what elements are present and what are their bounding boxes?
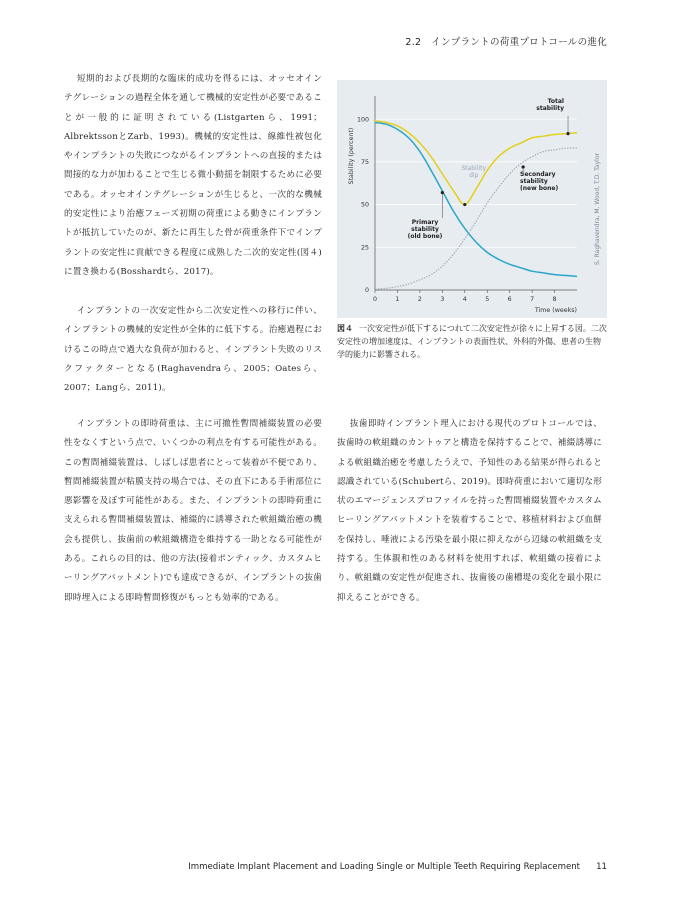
paragraph-3-text: インプラントの即時荷重は、主に可撤性暫間補綴装置の必要性をなくすという点で、いくつかの利点を有する可能性がある。この暫間補綴装置は、しばしば患者にとって装着が不便であり、暫間補綴装置が粘膜支持の場合では、その直下にある手術部位に悪影響を及ぼす可能性がある。また、インプラントの即時荷重に支えられる暫間補綴装置は、補綴的に誘導された軟組織治癒の機会も提供し、抜歯前の軟組織構造を維持する一助となる可能性がある。これらの目的は、他の方法(接着ポンティック、カスタムヒーリングアバットメント)でも達成できるが、インプラントの抜歯即時埋入による即時暫間修復がもっとも効率的である。 <box>64 419 322 603</box>
annotation-secondary-stability-line-0: Secondary <box>520 171 556 178</box>
marker-primary <box>441 191 444 194</box>
x-tick-label-0: 0 <box>372 296 378 303</box>
paragraph-1 <box>64 70 322 282</box>
y-axis-label: Stability (percent) <box>348 127 355 185</box>
paragraph-2 <box>64 302 322 398</box>
figure-label: 図４ <box>337 324 353 333</box>
figure-caption-text: 一次安定性が低下するにつれて二次安定性が徐々に上昇する図。二次安定性の増加速度は、インプラントの表面性状、外科的外傷、患者の生物学的能力に影響される。 <box>337 324 607 359</box>
y-tick-label-100: 100 <box>356 116 369 124</box>
page-number: 11 <box>596 862 607 872</box>
figure-4 <box>337 80 607 318</box>
x-tick-label-3: 3 <box>440 296 445 303</box>
figure-caption <box>337 322 607 361</box>
y-tick-label-50: 50 <box>360 201 369 209</box>
paragraph-4 <box>337 415 602 608</box>
y-tick-label-0: 0 <box>364 287 369 295</box>
y-tick-label-75: 75 <box>360 159 369 167</box>
annotation-total-stability-line-1: stability <box>536 105 564 112</box>
x-axis-label: Time (weeks) <box>534 307 577 314</box>
stability-chart <box>337 80 607 318</box>
figure-credit: S. Raghavendra, M. Wood, T.D. Taylor <box>594 153 601 265</box>
x-tick-label-6: 6 <box>507 296 512 303</box>
footer-title: Immediate Implant Placement and Loading Single or Multiple Teeth Requiring Replacement <box>188 862 581 872</box>
running-header: 2.2 インプラントの荷重プロトコールの進化 <box>405 37 607 48</box>
primary-stability-line <box>375 123 577 277</box>
annotation-total-stability <box>536 98 564 112</box>
x-tick-label-5: 5 <box>485 296 490 303</box>
annotation-secondary-stability-line-1: stability <box>520 178 548 185</box>
x-tick-label-7: 7 <box>530 296 535 303</box>
marker-secondary <box>522 165 525 168</box>
annotation-primary-stability <box>408 219 443 240</box>
x-tick-label-8: 8 <box>552 296 557 303</box>
y-tick-label-25: 25 <box>360 244 369 252</box>
annotation-total-stability-line-0: Total <box>547 98 564 105</box>
x-tick-label-4: 4 <box>462 296 467 303</box>
paragraph-4-text: 抜歯即時インプラント埋入における現代のプロトコールでは、抜歯時の軟組織のカントゥアと構造を保持することで、補綴誘導による軟組織治癒を考慮したうえで、予知性のある結果が得られると認識されている(Schubertら、2019)。即時荷重において適切な形状のエマージェンスプロファイルを持った暫間補綴装置やカスタムヒーリングアバットメントを装着することで、移植材料および血餅を保持し、唾液による汚染を最小限に抑えながら辺縁の軟組織を支持する。生体親和性のある材料を使用すれば、軟組織の接着により、軟組織の安定性が促進され、抜歯後の歯槽堤の変化を最小限に抑えることができる。 <box>337 419 602 603</box>
annotation-secondary-stability-line-2: (new bone) <box>520 185 559 192</box>
footer <box>188 862 607 872</box>
paragraph-1-text: 短期的および長期的な臨床的成功を得るには、オッセオインテグレーションの過程全体を通して機械的安定性が必要であることが一般的に証明されている(Listgartenら、1991；AlbrektssonとZarb、1993)。機械的安定性は、線維性被包化やインプラントの失敗につながるインプラントへの直接的または間接的な力が加わることで生じる微小動揺を制限するために必要である。オッセオインテグレーションが生じると、一次的な機械的安定性により治癒フェーズ初期の荷重による動きにインプラントが抵抗していたのが、新たに再生した骨が荷重条件下でインプラントの安定性に貢献できる程度に成熟した二次的安定性(図４)に置き換わる(Bosshardtら、2017)。 <box>64 74 322 277</box>
annotation-stability-dip-line-0: Stability <box>461 165 487 172</box>
marker-dip <box>463 203 466 206</box>
annotation-stability-dip-line-1: dip <box>469 172 479 179</box>
x-tick-label-1: 1 <box>395 296 400 303</box>
x-tick-label-2: 2 <box>417 296 422 303</box>
annotation-primary-stability-line-0: Primary <box>411 219 439 226</box>
annotation-secondary-stability <box>520 171 558 192</box>
paragraph-3 <box>64 415 322 608</box>
paragraph-2-text: インプラントの一次安定性から二次安定性への移行に伴い、インプラントの機械的安定性が全体的に低下する。治癒過程におけるこの時点で過大な負荷が加わると、インプラント失敗のリスクファクターとなる(Raghavendraら、2005；Oatesら、2007；Langら、2011)。 <box>64 306 322 394</box>
annotation-primary-stability-line-2: (old bone) <box>407 233 443 240</box>
marker-total <box>566 132 569 135</box>
annotation-primary-stability-line-1: stability <box>411 226 439 233</box>
